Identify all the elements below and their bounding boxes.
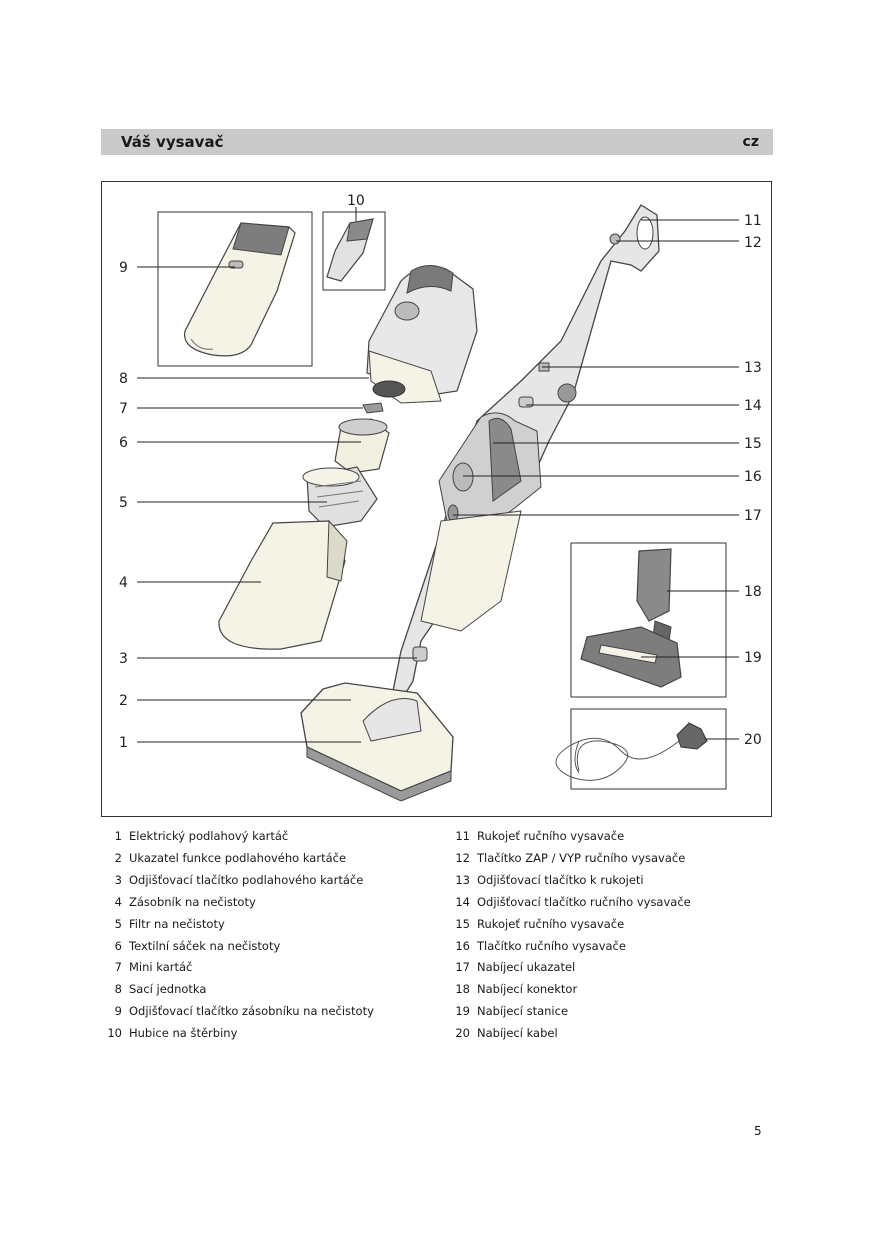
callout-9: 9 <box>119 260 128 276</box>
section-header <box>101 129 773 155</box>
callout-19: 19 <box>744 650 762 666</box>
legend-column-left <box>102 826 374 1045</box>
handheld-unit-drawing <box>185 223 295 356</box>
dirt-container-drawing <box>219 521 347 649</box>
inset-box-charging-cable <box>571 709 726 789</box>
callout-3: 3 <box>119 651 128 667</box>
callout-18: 18 <box>744 584 762 600</box>
legend-item: 9 Odjišťovací tlačítko zásobníku na nečistoty <box>114 1004 374 1019</box>
legend-item: 20 Nabíjecí kabel <box>455 1026 558 1041</box>
callout-14: 14 <box>744 398 762 414</box>
legend-item: 10 Hubice na štěrbiny <box>107 1026 238 1041</box>
callout-5: 5 <box>119 495 128 511</box>
suction-unit-drawing <box>367 265 477 403</box>
page-title: Váš vysavač <box>121 133 224 151</box>
callout-10: 10 <box>347 193 365 209</box>
legend-item: 19 Nabíjecí stanice <box>455 1004 569 1019</box>
dirt-filter-drawing <box>303 467 377 527</box>
callout-4: 4 <box>119 575 128 591</box>
callout-2: 2 <box>119 693 128 709</box>
language-code: cz <box>742 134 759 150</box>
mini-brush-drawing <box>363 403 383 413</box>
legend-item: 7 Mini kartáč <box>114 960 193 975</box>
callout-7: 7 <box>119 401 128 417</box>
legend-item: 14 Odjišťovací tlačítko ručního vysavače <box>455 894 691 909</box>
vacuum-exploded-diagram <box>101 181 772 817</box>
callout-11: 11 <box>744 213 762 229</box>
legend-item: 2 Ukazatel funkce podlahového kartáče <box>114 850 347 865</box>
legend-item: 18 Nabíjecí konektor <box>455 982 578 997</box>
textile-bag-drawing <box>335 419 389 473</box>
callout-13: 13 <box>744 360 762 376</box>
callout-12: 12 <box>744 235 762 251</box>
legend-item: 4 Zásobník na nečistoty <box>114 894 256 909</box>
callout-15: 15 <box>744 436 762 452</box>
callout-8: 8 <box>119 371 128 387</box>
charging-cable-drawing <box>556 723 707 780</box>
legend-item: 3 Odjišťovací tlačítko podlahového kartáče <box>114 872 364 887</box>
legend-item: 13 Odjišťovací tlačítko k rukojeti <box>455 872 644 887</box>
legend-item: 5 Filtr na nečistoty <box>114 916 225 931</box>
crevice-nozzle-drawing <box>327 219 373 281</box>
callout-16: 16 <box>744 469 762 485</box>
callout-6: 6 <box>119 435 128 451</box>
charging-station-drawing <box>581 549 681 687</box>
legend-item: 15 Rukojeť ručního vysavače <box>455 916 625 931</box>
legend-item: 6 Textilní sáček na nečistoty <box>114 938 281 953</box>
legend-column-right <box>450 826 691 1045</box>
legend-item: 16 Tlačítko ručního vysavače <box>455 938 626 953</box>
page-number: 5 <box>754 1124 762 1138</box>
callout-17: 17 <box>744 508 762 524</box>
legend-item: 12 Tlačítko ZAP / VYP ručního vysavače <box>455 850 686 865</box>
legend-item: 1 Elektrický podlahový kartáč <box>114 829 289 843</box>
callout-20: 20 <box>744 732 762 748</box>
legend-item: 11 Rukojeť ručního vysavače <box>455 829 625 843</box>
callout-1: 1 <box>119 735 128 751</box>
legend-item: 8 Sací jednotka <box>114 982 207 997</box>
legend-item: 17 Nabíjecí ukazatel <box>455 960 576 975</box>
